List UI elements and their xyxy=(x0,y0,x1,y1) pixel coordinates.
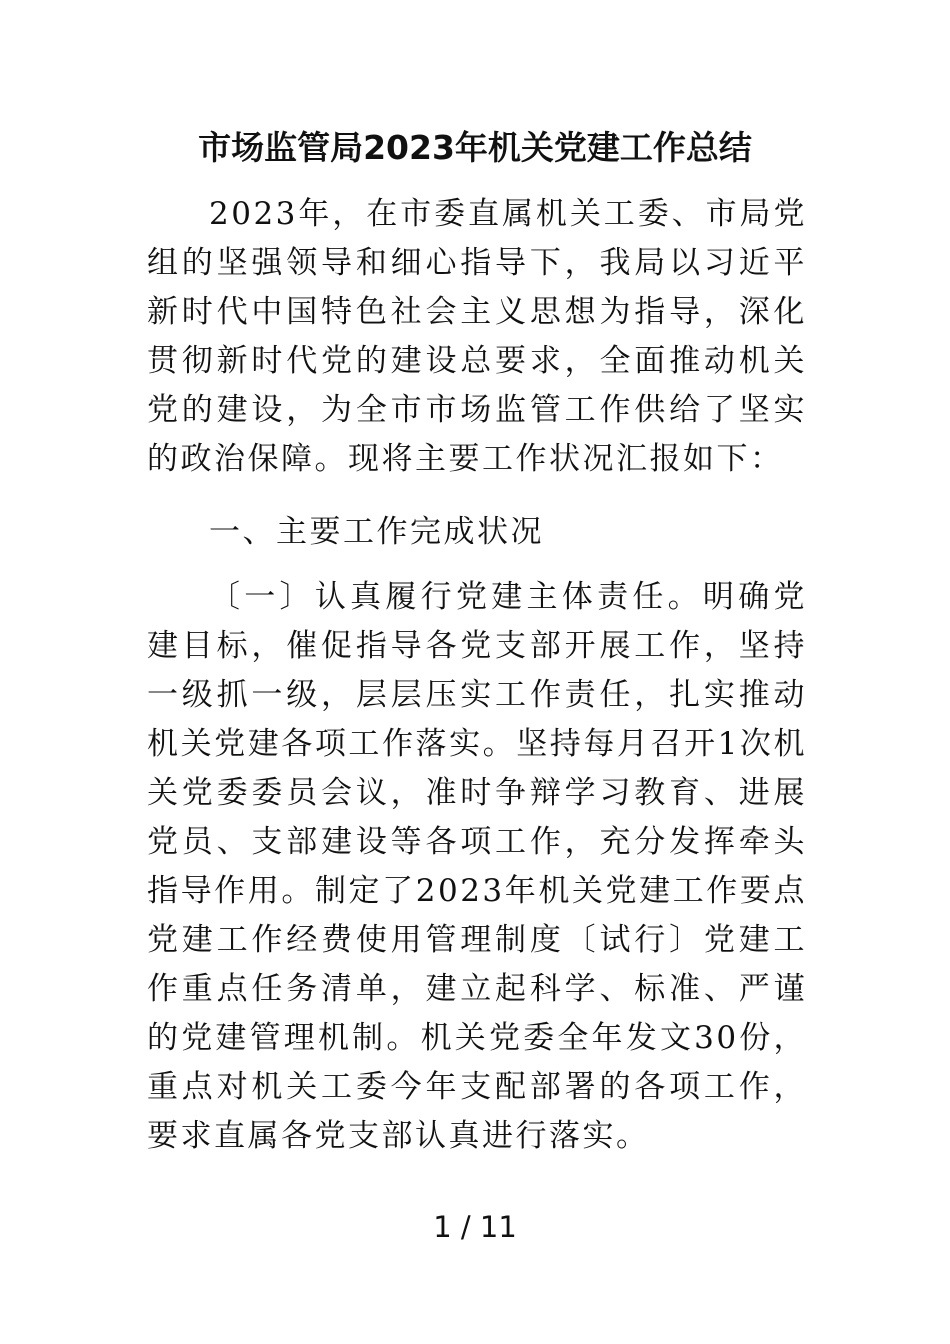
section-paragraph: 〔一〕认真履行党建主体责任。明确党建目标，催促指导各党支部开展工作，坚持一级抓一级，层层压实工作责任，扎实推动机关党建各项工作落实。坚持每月召开1次机关党委委员会议，准时争辩学习教育、进展党员、支部建设等各项工作，充分发挥牵头指导作用。制定了2023年机关党建工作要点党建工作经费使用管理制度〔试行〕党建工作重点任务清单，建立起科学、标准、严谨的党建管理机制。机关党委全年发文30份，重点对机关工委今年支配部署的各项工作，要求直属各党支部认真进行落实。 xyxy=(147,579,807,1154)
intro-paragraph: 2023年，在市委直属机关工委、市局党组的坚强领导和细心指导下，我局以习近平新时代中国特色社会主义思想为指导，深化贯彻新时代党的建设总要求，全面推动机关党的建设，为全市市场监管工作供给了坚实的政治保障。现将主要工作状况汇报如下： xyxy=(147,196,807,477)
section-heading: 一、主要工作完成状况 xyxy=(209,514,544,550)
page-number: 1 / 11 xyxy=(433,1210,517,1244)
document-title: 市场监管局2023年机关党建工作总结 xyxy=(198,128,752,167)
